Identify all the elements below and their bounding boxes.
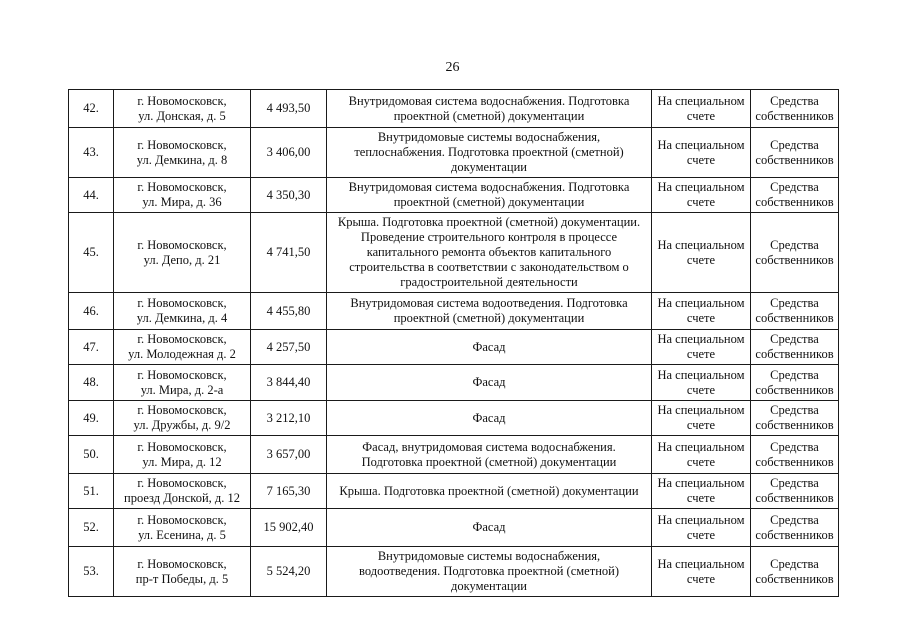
- funding-source-cell-line: Средства: [770, 439, 819, 454]
- address-cell-line: г. Новомосковск,: [137, 476, 227, 490]
- work-type-cell-line: строительства в соответствии с законодательством о: [349, 260, 629, 274]
- fund-method-cell-line: На специальном: [657, 332, 745, 346]
- table-row: [69, 436, 839, 474]
- funding-source-cell-line: Средства: [770, 556, 819, 571]
- funding-source-cell-line: собственников: [755, 382, 834, 397]
- address-cell-line: г. Новомосковск,: [137, 137, 227, 152]
- cost-cell: 4 455,80: [251, 293, 327, 330]
- address-cell: [114, 509, 251, 547]
- funding-source-cell: [751, 365, 839, 401]
- address-cell: [114, 330, 251, 365]
- table-row: [69, 293, 839, 330]
- address-cell: [114, 293, 251, 330]
- row-number: 45.: [69, 213, 114, 293]
- table-row: [69, 547, 839, 597]
- address-cell-line: ул. Мира, д. 2-а: [140, 382, 224, 397]
- funding-source-cell-line: Средства: [770, 367, 819, 382]
- work-type-cell-line: Внутридомовые системы водоснабжения,: [377, 130, 601, 144]
- work-type-cell: [327, 365, 652, 401]
- address-cell-line: ул. Демкина, д. 4: [136, 311, 228, 325]
- cost-cell: 3 406,00: [251, 128, 327, 178]
- cost-cell: 15 902,40: [251, 509, 327, 547]
- fund-method-cell-line: счете: [686, 152, 716, 167]
- funding-source-cell-line: собственников: [755, 152, 834, 167]
- work-type-cell-line: водоотведения. Подготовка проектной (сметной): [359, 564, 619, 578]
- fund-method-cell: [652, 365, 751, 401]
- work-type-cell-line: градостроительной деятельности: [400, 275, 578, 289]
- work-type-cell: [327, 474, 652, 509]
- table-row: [69, 474, 839, 509]
- funding-source-cell: [751, 90, 839, 128]
- work-type-cell: [327, 436, 652, 474]
- fund-method-cell: [652, 547, 751, 597]
- work-type-cell: [327, 547, 652, 597]
- fund-method-cell: [652, 293, 751, 330]
- funding-source-cell-line: Средства: [770, 296, 819, 310]
- work-type-cell-line: Внутридомовые системы водоснабжения,: [377, 549, 601, 563]
- address-cell-line: ул. Демкина, д. 8: [136, 152, 228, 167]
- cost-cell: 5 524,20: [251, 547, 327, 597]
- cost-cell: 4 350,30: [251, 178, 327, 213]
- fund-method-cell: [652, 330, 751, 365]
- funding-source-cell-line: Средства: [770, 512, 819, 527]
- work-type-cell-line: Крыша. Подготовка проектной (сметной) документации.: [337, 215, 641, 229]
- funding-source-cell-line: собственников: [755, 347, 834, 361]
- address-cell-line: ул. Мира, д. 12: [142, 454, 222, 469]
- funding-source-cell-line: собственников: [755, 311, 834, 325]
- work-type-cell: [327, 128, 652, 178]
- fund-method-cell-line: На специальном: [657, 367, 745, 382]
- address-cell: [114, 401, 251, 436]
- fund-method-cell: [652, 474, 751, 509]
- address-cell-line: ул. Дружбы, д. 9/2: [133, 418, 231, 432]
- funding-source-cell-line: Средства: [770, 93, 819, 108]
- work-type-cell-line: Фасад: [472, 339, 506, 354]
- work-type-cell-line: Фасад: [472, 520, 506, 534]
- funding-source-cell-line: собственников: [755, 491, 834, 505]
- work-type-cell: [327, 293, 652, 330]
- address-cell-line: г. Новомосковск,: [137, 556, 227, 571]
- fund-method-cell: [652, 128, 751, 178]
- work-type-cell-line: Внутридомовая система водоснабжения. Подготовка: [348, 93, 630, 108]
- fund-method-cell: [652, 213, 751, 293]
- address-cell-line: г. Новомосковск,: [137, 180, 227, 194]
- address-cell-line: г. Новомосковск,: [137, 512, 227, 527]
- fund-method-cell-line: счете: [686, 347, 716, 361]
- fund-method-cell-line: На специальном: [657, 403, 745, 417]
- funding-source-cell-line: собственников: [755, 418, 834, 432]
- table-row: [69, 128, 839, 178]
- work-type-cell-line: Проведение строительного контроля в процессе: [360, 230, 618, 244]
- fund-method-cell: [652, 178, 751, 213]
- fund-method-cell: [652, 401, 751, 436]
- fund-method-cell-line: счете: [686, 382, 716, 397]
- funding-source-cell-line: Средства: [770, 476, 819, 490]
- fund-method-cell-line: счете: [686, 195, 716, 209]
- row-number: 51.: [69, 474, 114, 509]
- funding-source-cell-line: Средства: [770, 403, 819, 417]
- row-number: 44.: [69, 178, 114, 213]
- address-cell-line: ул. Молодежная д. 2: [128, 347, 236, 361]
- address-cell: [114, 474, 251, 509]
- fund-method-cell-line: На специальном: [657, 556, 745, 571]
- funding-source-cell: [751, 401, 839, 436]
- funding-source-cell-line: Средства: [770, 237, 819, 252]
- work-type-cell-line: Фасад, внутридомовая система водоснабжения.: [362, 439, 616, 454]
- cost-cell: 4 493,50: [251, 90, 327, 128]
- row-number: 49.: [69, 401, 114, 436]
- funding-source-cell: [751, 547, 839, 597]
- address-cell-line: проезд Донской, д. 12: [124, 491, 240, 505]
- funding-source-cell: [751, 293, 839, 330]
- cost-cell: 4 741,50: [251, 213, 327, 293]
- funding-source-cell: [751, 128, 839, 178]
- table-row: [69, 330, 839, 365]
- work-type-cell-line: документации: [451, 579, 527, 593]
- work-type-cell-line: Внутридомовая система водоснабжения. Подготовка: [348, 180, 630, 194]
- fund-method-cell: [652, 436, 751, 474]
- fund-method-cell: [652, 90, 751, 128]
- address-cell: [114, 365, 251, 401]
- address-cell-line: г. Новомосковск,: [137, 367, 227, 382]
- funding-source-cell: [751, 474, 839, 509]
- funding-source-cell: [751, 509, 839, 547]
- address-cell: [114, 213, 251, 293]
- row-number: 50.: [69, 436, 114, 474]
- row-number: 42.: [69, 90, 114, 128]
- funding-source-cell: [751, 178, 839, 213]
- row-number: 47.: [69, 330, 114, 365]
- fund-method-cell-line: На специальном: [657, 237, 745, 252]
- fund-method-cell-line: На специальном: [657, 137, 745, 152]
- fund-method-cell-line: счете: [686, 571, 716, 586]
- work-type-cell: [327, 330, 652, 365]
- page-number: 26: [445, 60, 460, 75]
- address-cell-line: ул. Депо, д. 21: [143, 252, 221, 267]
- fund-method-cell-line: счете: [686, 527, 716, 542]
- cost-cell: 7 165,30: [251, 474, 327, 509]
- funding-source-cell-line: Средства: [770, 180, 819, 194]
- work-type-cell-line: Крыша. Подготовка проектной (сметной) документации: [339, 483, 639, 498]
- cost-cell: 3 844,40: [251, 365, 327, 401]
- work-type-cell-line: проектной (сметной) документации: [393, 311, 585, 325]
- address-cell-line: ул. Мира, д. 36: [142, 195, 222, 209]
- work-type-cell-line: Внутридомовая система водоотведения. Подготовка: [350, 296, 628, 310]
- row-number: 43.: [69, 128, 114, 178]
- address-cell-line: г. Новомосковск,: [137, 93, 227, 108]
- address-cell: [114, 547, 251, 597]
- funding-source-cell-line: собственников: [755, 571, 834, 586]
- funding-source-cell-line: собственников: [755, 527, 834, 542]
- fund-method-cell-line: На специальном: [657, 512, 745, 527]
- funding-source-cell: [751, 213, 839, 293]
- cost-cell: 4 257,50: [251, 330, 327, 365]
- work-type-cell-line: теплоснабжения. Подготовка проектной (сметной): [354, 145, 624, 159]
- work-type-cell: [327, 213, 652, 293]
- fund-method-cell-line: счете: [686, 311, 716, 325]
- work-type-cell-line: Подготовка проектной (сметной) документации: [361, 454, 617, 469]
- work-type-cell-line: Фасад: [472, 375, 506, 389]
- address-cell: [114, 90, 251, 128]
- fund-method-cell-line: счете: [686, 108, 716, 123]
- address-cell-line: ул. Донская, д. 5: [138, 108, 226, 123]
- address-cell-line: г. Новомосковск,: [137, 237, 227, 252]
- work-type-cell-line: проектной (сметной) документации: [393, 195, 585, 209]
- address-cell: [114, 436, 251, 474]
- fund-method-cell-line: На специальном: [657, 180, 745, 194]
- work-type-cell-line: проектной (сметной) документации: [393, 108, 585, 123]
- address-cell: [114, 178, 251, 213]
- address-cell-line: г. Новомосковск,: [137, 439, 227, 454]
- work-type-cell: [327, 178, 652, 213]
- row-number: 46.: [69, 293, 114, 330]
- funding-source-cell-line: Средства: [770, 137, 819, 152]
- funding-source-cell-line: собственников: [755, 195, 834, 209]
- funding-source-cell: [751, 436, 839, 474]
- cost-cell: 3 212,10: [251, 401, 327, 436]
- table-row: [69, 365, 839, 401]
- table-row: [69, 178, 839, 213]
- fund-method-cell-line: счете: [686, 252, 716, 267]
- table-row: [69, 509, 839, 547]
- fund-method-cell-line: счете: [686, 491, 716, 505]
- work-type-cell: [327, 401, 652, 436]
- funding-source-cell: [751, 330, 839, 365]
- row-number: 52.: [69, 509, 114, 547]
- table-row: [69, 401, 839, 436]
- funding-source-cell-line: собственников: [755, 454, 834, 469]
- fund-method-cell-line: счете: [686, 418, 716, 432]
- funding-source-cell-line: собственников: [755, 108, 834, 123]
- fund-method-cell-line: счете: [686, 454, 716, 469]
- table-row: [69, 213, 839, 293]
- cost-cell: 3 657,00: [251, 436, 327, 474]
- address-cell: [114, 128, 251, 178]
- address-cell-line: г. Новомосковск,: [137, 296, 227, 310]
- fund-method-cell-line: На специальном: [657, 439, 745, 454]
- work-type-cell-line: капитального ремонта объектов капитального: [366, 245, 612, 259]
- table-row: [69, 90, 839, 128]
- fund-method-cell: [652, 509, 751, 547]
- funding-source-cell-line: собственников: [755, 252, 834, 267]
- work-type-cell: [327, 90, 652, 128]
- work-type-cell: [327, 509, 652, 547]
- fund-method-cell-line: На специальном: [657, 296, 745, 310]
- row-number: 53.: [69, 547, 114, 597]
- address-cell-line: пр-т Победы, д. 5: [135, 571, 229, 586]
- table-body: [69, 90, 839, 597]
- address-cell-line: ул. Есенина, д. 5: [138, 527, 226, 542]
- repair-works-table: [68, 89, 839, 597]
- address-cell-line: г. Новомосковск,: [137, 332, 227, 346]
- work-type-cell-line: документации: [451, 160, 527, 174]
- funding-source-cell-line: Средства: [770, 332, 819, 346]
- fund-method-cell-line: На специальном: [657, 476, 745, 490]
- work-type-cell-line: Фасад: [472, 410, 506, 425]
- row-number: 48.: [69, 365, 114, 401]
- fund-method-cell-line: На специальном: [657, 93, 745, 108]
- address-cell-line: г. Новомосковск,: [137, 403, 227, 417]
